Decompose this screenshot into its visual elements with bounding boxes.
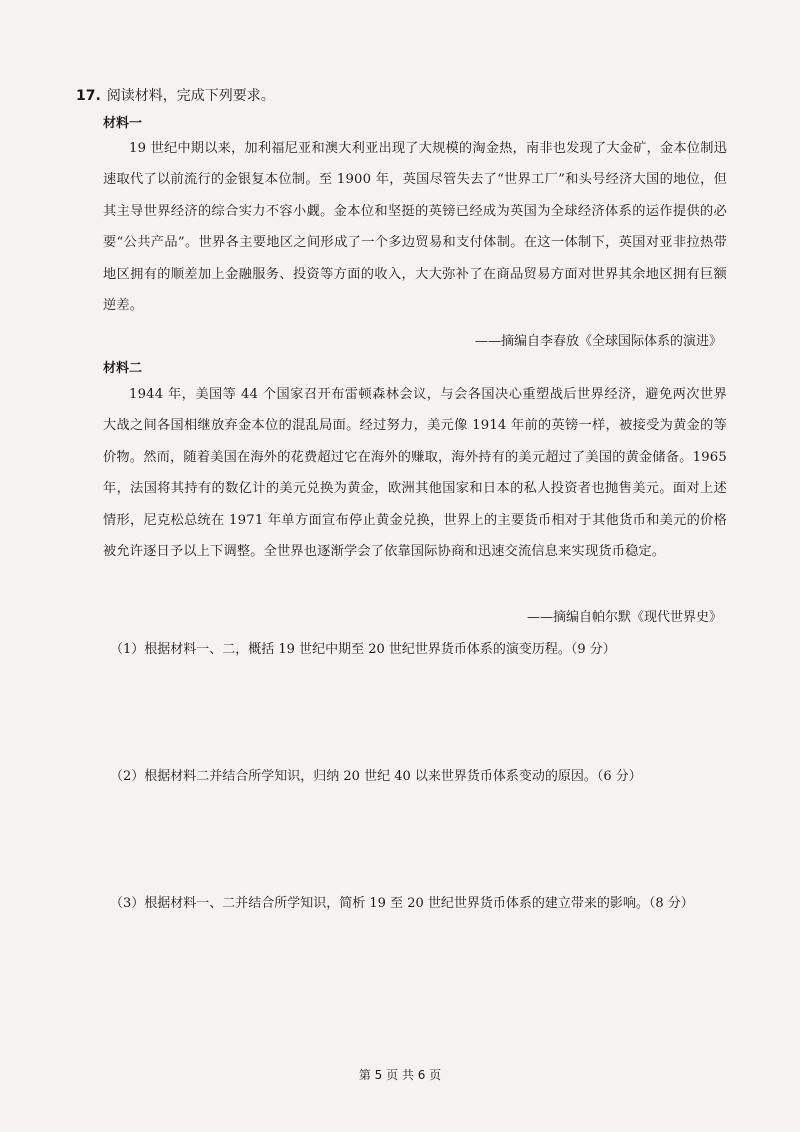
question-number: 17.: [76, 88, 101, 104]
material2-text: 1944 年，美国等 44 个国家召开布雷顿森林会议，与会各国决心重塑战后世界经济，避免两次世界大战之间各国相继放弃金本位的混乱局面。经过努力，美元像 1914 年前的英镑一样，被接受为黄金的等价物。然而，随着美国在海外的花费超过它在海外的赚取，海外持有的美元超过了美国的黄金储备。1965 年，法国将其持有的数亿计的美元兑换为黄金，欧洲其他国家和日本的私人投资者也抛售美元。面对上述情形，尼克松总统在 1971 年单方面宣布停止黄金兑换，世界上的主要货币相对于其他货币和美元的价格被允许逐日予以上下调整。全世界也逐渐学会了依靠国际协商和迅速交流信息来实现货币稳定。: [103, 387, 727, 560]
material1-source: ——摘编自李春放《全球国际体系的演进》: [474, 334, 722, 349]
material1-title: 材料一: [103, 116, 143, 131]
page-footer: 第 5 页 共 6 页: [358, 1068, 442, 1082]
sub-question-1: （1）根据材料一、二，概括 19 世纪中期至 20 世纪世界货币体系的演变历程。（9 分）: [110, 642, 616, 657]
question-instruction: 阅读材料，完成下列要求。: [106, 88, 275, 104]
material1-text: 19 世纪中期以来，加利福尼亚和澳大利亚出现了大规模的淘金热，南非也发现了大金矿，金本位制迅速取代了以前流行的金银复本位制。至 1900 年，英国尽管失去了“世界工厂”和头号经济大国的地位，但其主导世界经济的综合实力不容小觑。金本位和坚挺的英镑已经成为英国为全球经济体系的运作提供的必要“公共产品”。世界各主要地区之间形成了一个多边贸易和支付体制。在这一体制下，英国对亚非拉热带地区拥有的顺差加上金融服务、投资等方面的收入，大大弥补了在商品贸易方面对世界其余地区拥有巨额逆差。: [103, 141, 727, 314]
material2-title: 材料二: [103, 361, 143, 376]
sub-question-2: （2）根据材料二并结合所学知识，归纳 20 世纪 40 以来世界货币体系变动的原因。（6 分）: [110, 769, 642, 784]
question-header: [76, 86, 275, 106]
sub-question-3: （3）根据材料一、二并结合所学知识，简析 19 至 20 世纪世界货币体系的建立带来的影响。（8 分）: [110, 896, 694, 911]
material2-source: ——摘编自帕尔默《现代世界史》: [526, 610, 722, 625]
